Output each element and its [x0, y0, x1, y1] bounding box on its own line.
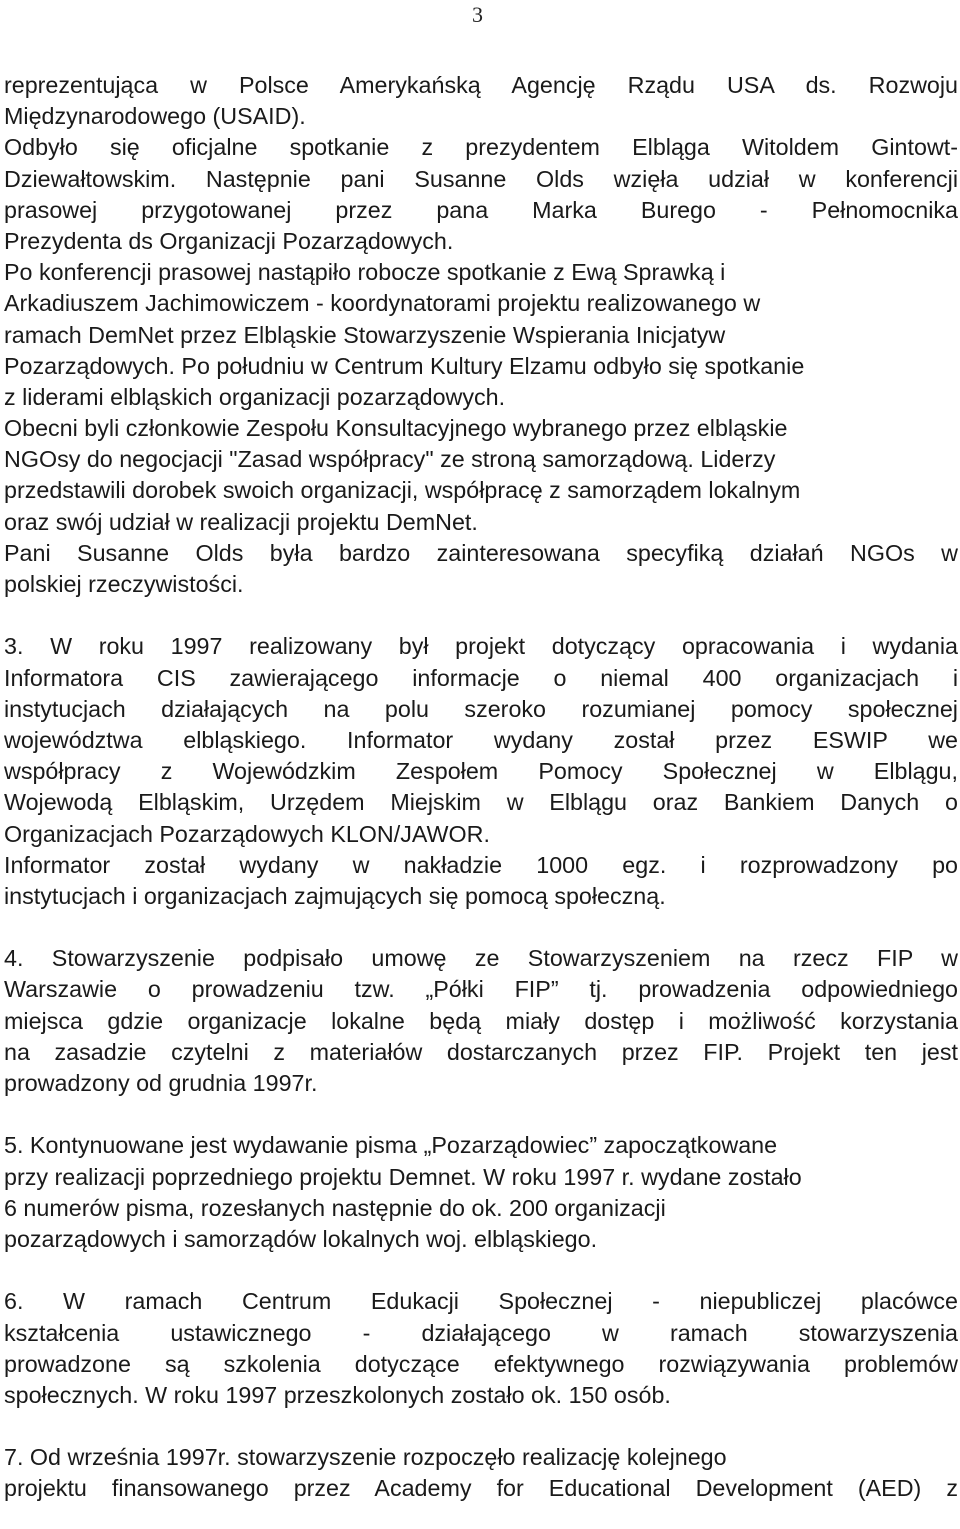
text-line: Pani Susanne Olds była bardzo zainteresowana specyfiką działań NGOs w	[4, 539, 958, 566]
text-line: Odbyło się oficjalne spotkanie z prezydentem Elbląga Witoldem Gintowt-	[4, 134, 958, 161]
text-line: przedstawili dorobek swoich organizacji, współpracę z samorządem lokalnym	[4, 477, 801, 504]
text-line: 6. W ramach Centrum Edukacji Społecznej - niepubliczej placówce	[4, 1288, 958, 1315]
text-line: miejsca gdzie organizacje lokalne będą miały dostęp i możliwość korzystania	[4, 1007, 958, 1034]
text-line: 7. Od września 1997r. stowarzyszenie rozpoczęło realizację kolejnego	[4, 1444, 727, 1471]
text-line: 4. Stowarzyszenie podpisało umowę ze Stowarzyszeniem na rzecz FIP w	[4, 945, 958, 972]
text-line: Arkadiuszem Jachimowiczem - koordynatorami projektu realizowanego w	[4, 290, 761, 317]
text-line: projektu finansowanego przez Academy for Educational Development (AED) z	[4, 1475, 958, 1502]
text-line: Obecni byli członkowie Zespołu Konsultacyjnego wybranego przez elbląskie	[4, 415, 788, 442]
text-line: instytucjach działających na polu szeroko rozumianej pomocy społecznej	[4, 695, 958, 722]
text-line: Informator został wydany w nakładzie 1000 egz. i rozprowadzony po	[4, 851, 958, 878]
text-line: społecznych. W roku 1997 przeszkolonych zostało ok. 150 osób.	[4, 1381, 671, 1408]
paragraph-gap	[4, 1255, 958, 1286]
text-line: pozarządowych i samorządów lokalnych woj. elbląskiego.	[4, 1225, 598, 1252]
text-line: reprezentująca w Polsce Amerykańską Agencję Rządu USA ds. Rozwoju	[4, 72, 958, 98]
text-line: 5. Kontynuowane jest wydawanie pisma „Pozarządowiec” zapoczątkowane	[4, 1132, 778, 1159]
text-line: prowadzone są szkolenia dotyczące efektywnego rozwiązywania problemów	[4, 1350, 958, 1377]
body-text	[4, 70, 958, 1505]
paragraph-gap	[4, 1411, 958, 1442]
text-line: kształcenia ustawicznego - działającego w ramach stowarzyszenia	[4, 1319, 958, 1346]
text-line: instytucjach i organizacjach zajmujących się pomocą społeczną.	[4, 882, 666, 909]
text-line: Pozarządowych. Po południu w Centrum Kultury Elzamu odbyło się spotkanie	[4, 352, 805, 379]
text-line: przy realizacji poprzedniego projektu Demnet. W roku 1997 r. wydane zostało	[4, 1163, 802, 1190]
text-line: polskiej rzeczywistości.	[4, 571, 244, 597]
text-line: 6 numerów pisma, rozesłanych następnie do ok. 200 organizacji	[4, 1194, 666, 1221]
text-line: współpracy z Wojewódzkim Zespołem Pomocy Społecznej w Elblągu,	[4, 758, 958, 785]
text-line: z liderami elbląskich organizacji pozarządowych.	[4, 383, 506, 410]
text-line: Dziewałtowskim. Następnie pani Susanne Olds wzięła udział w konferencji	[4, 165, 958, 192]
text-line: Warszawie o prowadzeniu tzw. „Półki FIP” tj. prowadzenia odpowiedniego	[4, 976, 958, 1003]
text-line: województwa elbląskiego. Informator wydany został przez ESWIP we	[4, 726, 958, 753]
page-number: 3	[472, 2, 483, 27]
text-line: Międzynarodowego (USAID).	[4, 103, 306, 130]
paragraph-gap	[4, 1099, 958, 1130]
text-line: prowadzony od grudnia 1997r.	[4, 1070, 318, 1096]
text-line: 3. W roku 1997 realizowany był projekt dotyczący opracowania i wydania	[4, 633, 958, 660]
paragraph-gap	[4, 912, 958, 943]
text-line: Prezydenta ds Organizacji Pozarządowych.	[4, 227, 454, 254]
text-line: Informatora CIS zawierającego informacje o niemal 400 organizacjach i	[4, 664, 958, 691]
text-line: na zasadzie czytelni z materiałów dostarczanych przez FIP. Projekt ten jest	[4, 1038, 958, 1065]
text-line: prasowej przygotowanej przez pana Marka Burego - Pełnomocnika	[4, 196, 958, 223]
text-line: Wojewodą Elbląskim, Urzędem Miejskim w Elblągu oraz Bankiem Danych o	[4, 789, 958, 816]
text-line: Po konferencji prasowej nastąpiło robocze spotkanie z Ewą Sprawką i	[4, 259, 726, 286]
text-line: NGOsy do negocjacji "Zasad współpracy" ze stroną samorządową. Liderzy	[4, 446, 776, 473]
paragraph-gap	[4, 600, 958, 631]
text-line: ramach DemNet przez Elbląskie Stowarzyszenie Wspierania Inicjatyw	[4, 321, 726, 348]
text-line: Organizacjach Pozarządowych KLON/JAWOR.	[4, 820, 490, 847]
text-line: oraz swój udział w realizacji projektu DemNet.	[4, 508, 478, 535]
